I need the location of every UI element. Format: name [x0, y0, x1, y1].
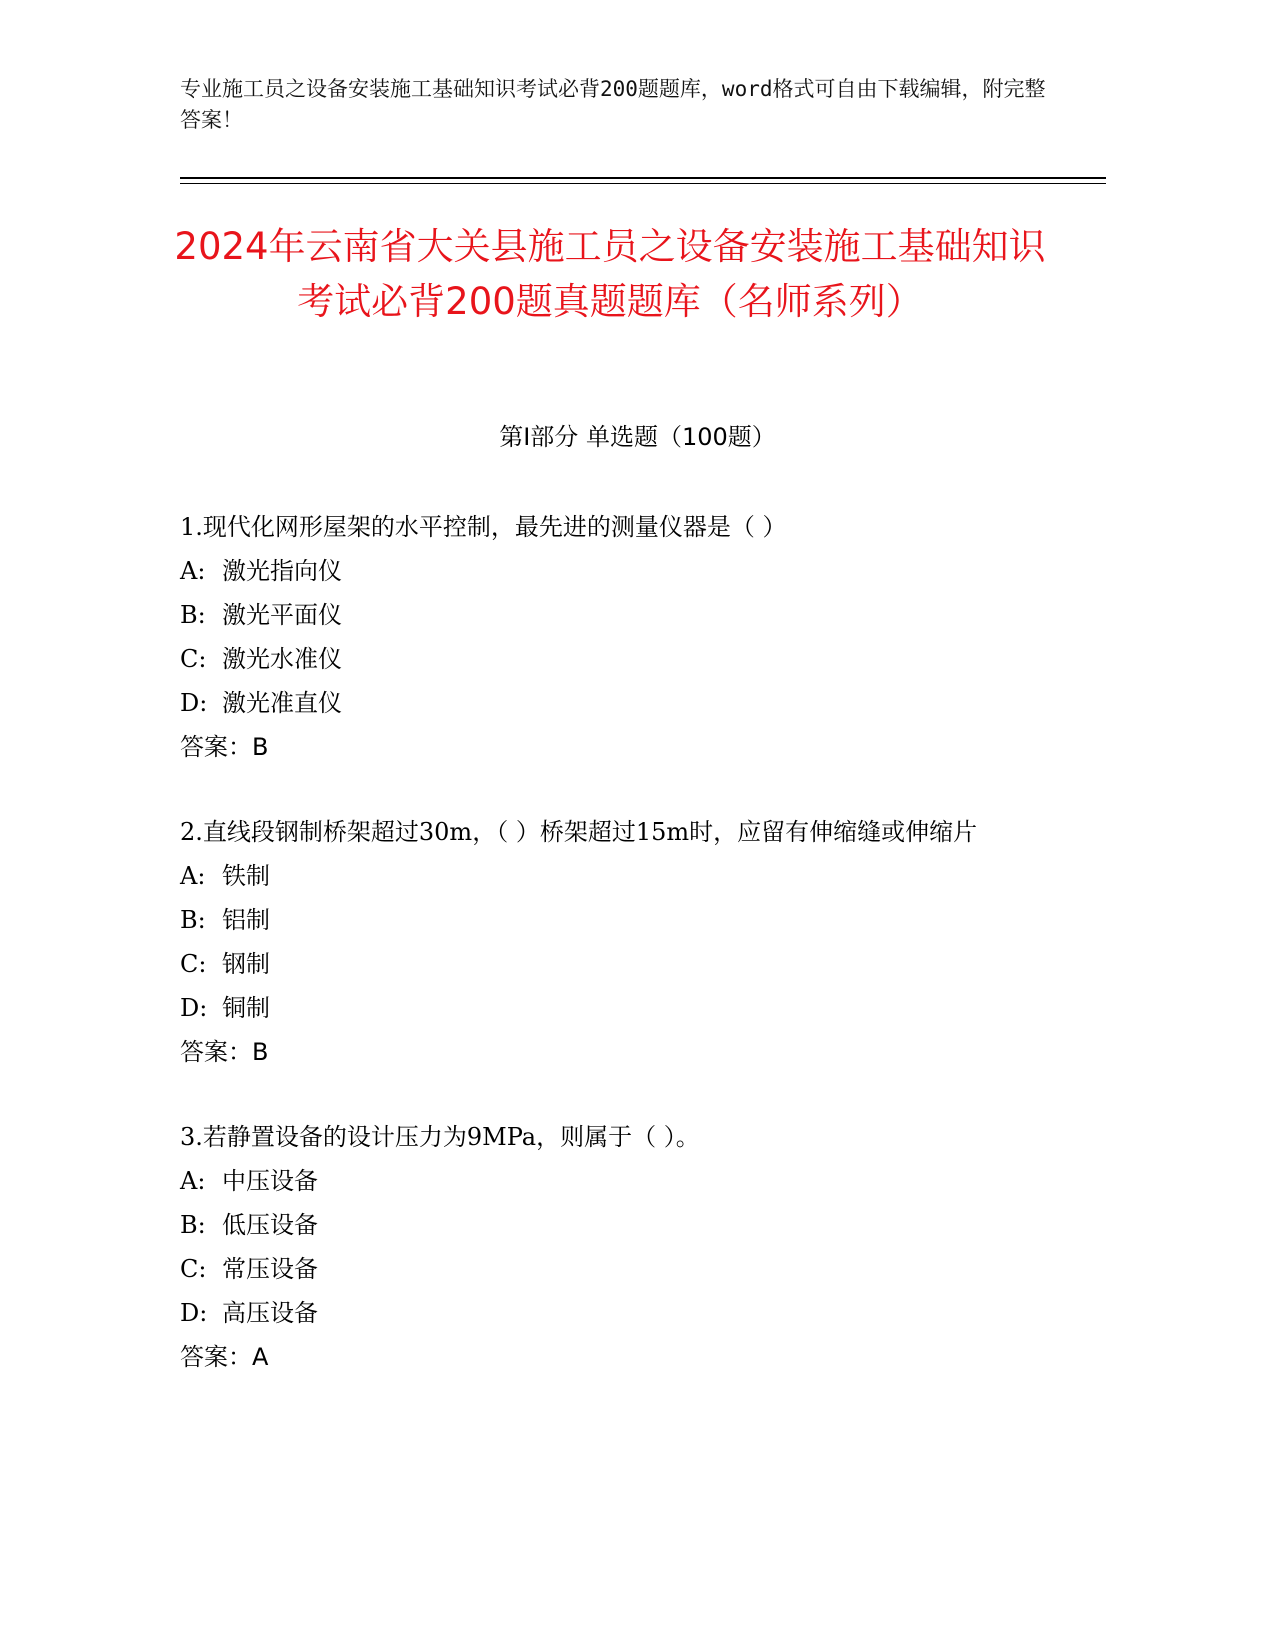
question-stem: 1.现代化网形屋架的水平控制，最先进的测量仪器是（ ）	[180, 513, 787, 541]
option-d	[180, 1291, 1030, 1335]
option-key: D:	[180, 689, 208, 717]
option-text: 激光平面仪	[222, 601, 342, 629]
header-note: 专业施工员之设备安装施工基础知识考试必背200题题库，word格式可自由下载编辑，附完整答案！	[180, 77, 1046, 132]
answer-line: 答案：A	[180, 1343, 269, 1371]
option-a	[180, 549, 1030, 593]
question-stem: 2.直线段钢制桥架超过30m，（ ）桥架超过15m时，应留有伸缩缝或伸缩片	[180, 818, 978, 846]
option-key: B:	[180, 1211, 206, 1239]
option-b	[180, 898, 1030, 942]
option-text: 激光指向仪	[222, 557, 342, 585]
question-3	[180, 1115, 1030, 1379]
option-text: 常压设备	[222, 1255, 318, 1283]
option-text: 激光水准仪	[222, 645, 342, 673]
option-d	[180, 681, 1030, 725]
answer-line: 答案：B	[180, 1038, 269, 1066]
option-text: 激光准直仪	[222, 689, 342, 717]
question-1	[180, 505, 1030, 769]
question-2	[180, 810, 1030, 1074]
option-key: B:	[180, 906, 206, 934]
option-key: A:	[180, 557, 206, 585]
option-key: A:	[180, 862, 206, 890]
option-key: A:	[180, 1167, 206, 1195]
option-text: 铜制	[222, 994, 270, 1022]
option-key: C:	[180, 645, 207, 673]
question-list	[180, 505, 1030, 1420]
option-key: D:	[180, 994, 208, 1022]
option-c	[180, 942, 1030, 986]
question-stem: 3.若静置设备的设计压力为9MPa，则属于（ ）。	[180, 1123, 700, 1151]
option-key: C:	[180, 950, 207, 978]
option-a	[180, 854, 1030, 898]
option-key: B:	[180, 601, 206, 629]
option-text: 高压设备	[222, 1299, 318, 1327]
section-heading: 第I部分 单选题（100题）	[499, 423, 776, 451]
document-title: 2024年云南省大关县施工员之设备安装施工基础知识考试必背200题真题题库（名师系列）	[174, 225, 1046, 323]
header-rule-thick	[180, 177, 1106, 179]
option-a	[180, 1159, 1030, 1203]
option-b	[180, 1203, 1030, 1247]
option-text: 中压设备	[222, 1167, 318, 1195]
option-key: D:	[180, 1299, 208, 1327]
answer-line: 答案：B	[180, 733, 269, 761]
option-c	[180, 1247, 1030, 1291]
option-text: 钢制	[222, 950, 270, 978]
option-text: 铁制	[222, 862, 270, 890]
option-text: 低压设备	[222, 1211, 318, 1239]
option-c	[180, 637, 1030, 681]
header-rule-thin	[180, 183, 1106, 184]
option-text: 铝制	[222, 906, 270, 934]
option-b	[180, 593, 1030, 637]
option-d	[180, 986, 1030, 1030]
option-key: C:	[180, 1255, 207, 1283]
